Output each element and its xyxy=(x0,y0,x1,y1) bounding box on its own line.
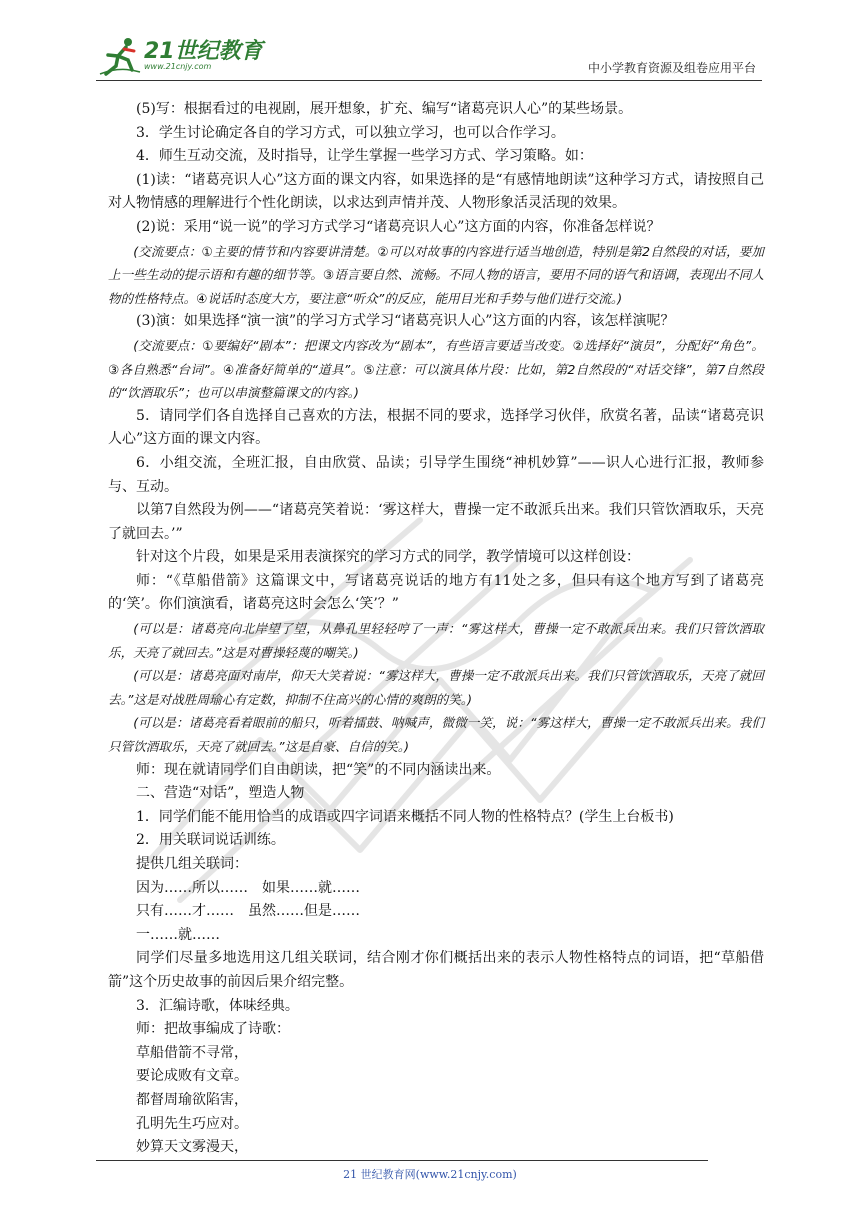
exchange-note-paragraph: (可以是：诸葛亮面对南岸，仰天大笑着说：“雾这样大，曹操一定不敢派兵出来。我们只管饮酒取乐，天亮了就回去。”这是对战胜周瑜心有定数，抑制不住高兴的心情的爽朗的笑。) xyxy=(108,668,764,707)
runner-logo-icon xyxy=(98,36,142,76)
page-header xyxy=(96,34,762,81)
site-logo[interactable] xyxy=(96,34,286,78)
header-platform-text: 中小学教育资源及组卷应用平台 xyxy=(587,61,756,75)
body-paragraph: 因为……所以…… 如果……就…… xyxy=(136,879,360,896)
body-paragraph: 1．同学们能不能用恰当的成语或四字词语来概括不同人物的性格特点？(学生上台板书) xyxy=(136,808,674,825)
document-body xyxy=(108,98,764,1160)
body-paragraph: 同学们尽量多地选用这几组关联词，结合刚才你们概括出来的表示人物性格特点的词语，把“草船借箭”这个历史故事的前因后果介绍完整。 xyxy=(108,950,764,990)
exchange-note-paragraph: (交流要点：①要编好“剧本”：把课文内容改为“剧本”，有些语言要适当改变。②选择好“演员”，分配好“角色”。③各自熟悉“台词”。④准备好简单的“道具”。⑤注意：可以演具体片段：比如，第2自然段的“对话交锋”，第7自然段的“饮酒取乐”；也可以串演整篇课文的内容。) xyxy=(108,337,764,401)
body-paragraph: 要论成败有文章。 xyxy=(136,1068,248,1085)
body-paragraph: 4．师生互动交流，及时指导，让学生掌握一些学习方式、学习策略。如： xyxy=(136,148,593,165)
logo-url: www.21cnjy.com xyxy=(144,62,212,71)
exchange-note-paragraph: (可以是：诸葛亮向北岸望了望，从鼻孔里轻轻哼了一声：“雾这样大，曹操一定不敢派兵出来。我们只管饮酒取乐，天亮了就回去。”这是对曹操轻蔑的嘲笑。) xyxy=(108,621,764,660)
exchange-note-paragraph: (交流要点：①主要的情节和内容要讲清楚。②可以对故事的内容进行适当地创造，特别是第2自然段的对话，要加上一些生动的提示语和有趣的细节等。③语言要自然、流畅。不同人物的语言，要用不同的语气和语调，表现出不同人物的性格特点。④说话时态度大方，要注意“听众”的反应，能用目光和手势与他们进行交流。) xyxy=(108,243,764,306)
body-paragraph: 师：把故事编成了诗歌： xyxy=(136,1021,290,1038)
body-paragraph: 二、营造“对话”，塑造人物 xyxy=(136,785,305,802)
body-paragraph: 3．学生讨论确定各自的学习方式，可以独立学习，也可以合作学习。 xyxy=(136,124,565,141)
body-paragraph: 5．请同学们各自选择自己喜欢的方法，根据不同的要求，选择学习伙伴，欣赏名著，品读“诸葛亮识人心”这方面的课文内容。 xyxy=(108,407,764,448)
body-paragraph: 3．汇编诗歌，体味经典。 xyxy=(136,997,299,1014)
body-paragraph: 都督周瑜欲陷害， xyxy=(136,1091,248,1108)
body-paragraph: 提供几组关联词： xyxy=(136,856,248,872)
body-paragraph: 2．用关联词说话训练。 xyxy=(136,832,285,849)
body-paragraph: 妙算天文雾漫天， xyxy=(136,1139,248,1156)
logo-text: 21世纪教育 xyxy=(144,39,263,64)
body-paragraph: 6．小组交流，全班汇报，自由欣赏、品读；引导学生围绕“神机妙算”——识人心进行汇报，教师参与、互动。 xyxy=(108,454,764,495)
body-paragraph: 一……就…… xyxy=(136,926,220,943)
footer-divider xyxy=(96,1160,708,1161)
exchange-note-paragraph: (可以是：诸葛亮看着眼前的船只，听着擂鼓、呐喊声，微微一笑，说：“雾这样大，曹操一定不敢派兵出来。我们只管饮酒取乐，天亮了就回去。”这是自豪、自信的笑。) xyxy=(108,715,764,755)
body-paragraph: (1)读：“诸葛亮识人心”这方面的课文内容，如果选择的是“有感情地朗读”这种学习方式，请按照自己对人物情感的理解进行个性化朗读，以求达到声情并茂、人物形象活灵活现的效果。 xyxy=(108,171,764,212)
body-paragraph: (2)说：采用“说一说”的学习方式学习“诸葛亮识人心”这方面的内容，你准备怎样说？ xyxy=(136,218,661,235)
body-paragraph: 师：现在就请同学们自由朗读，把“笑”的不同内涵读出来。 xyxy=(136,761,501,778)
body-paragraph: (5)写：根据看过的电视剧，展开想象，扩充、编写“诸葛亮识人心”的某些场景。 xyxy=(136,101,633,117)
body-paragraph: 以第7自然段为例——“诸葛亮笑着说：‘雾这样大，曹操一定不敢派兵出来。我们只管饮酒取乐，天亮了就回去。’” xyxy=(108,502,764,542)
body-paragraph: 只有……才…… 虽然……但是…… xyxy=(136,903,360,920)
body-paragraph: 孔明先生巧应对。 xyxy=(136,1115,248,1132)
body-paragraph: (3)演：如果选择“演一演”的学习方式学习“诸葛亮识人心”这方面的内容，该怎样演呢？ xyxy=(136,313,675,330)
footer-link[interactable]: 21 世纪教育网(www.21cnjy.com) xyxy=(343,1168,517,1181)
body-paragraph: 师：“《草船借箭》这篇课文中，写诸葛亮说话的地方有11处之多，但只有这个地方写到了诸葛亮的‘笑’。你们演演看，诸葛亮这时会怎么‘笑’？” xyxy=(108,572,764,613)
body-paragraph: 草船借箭不寻常， xyxy=(136,1044,248,1061)
body-paragraph: 针对这个片段，如果是采用表演探究的学习方式的同学，教学情境可以这样创设： xyxy=(136,549,640,566)
